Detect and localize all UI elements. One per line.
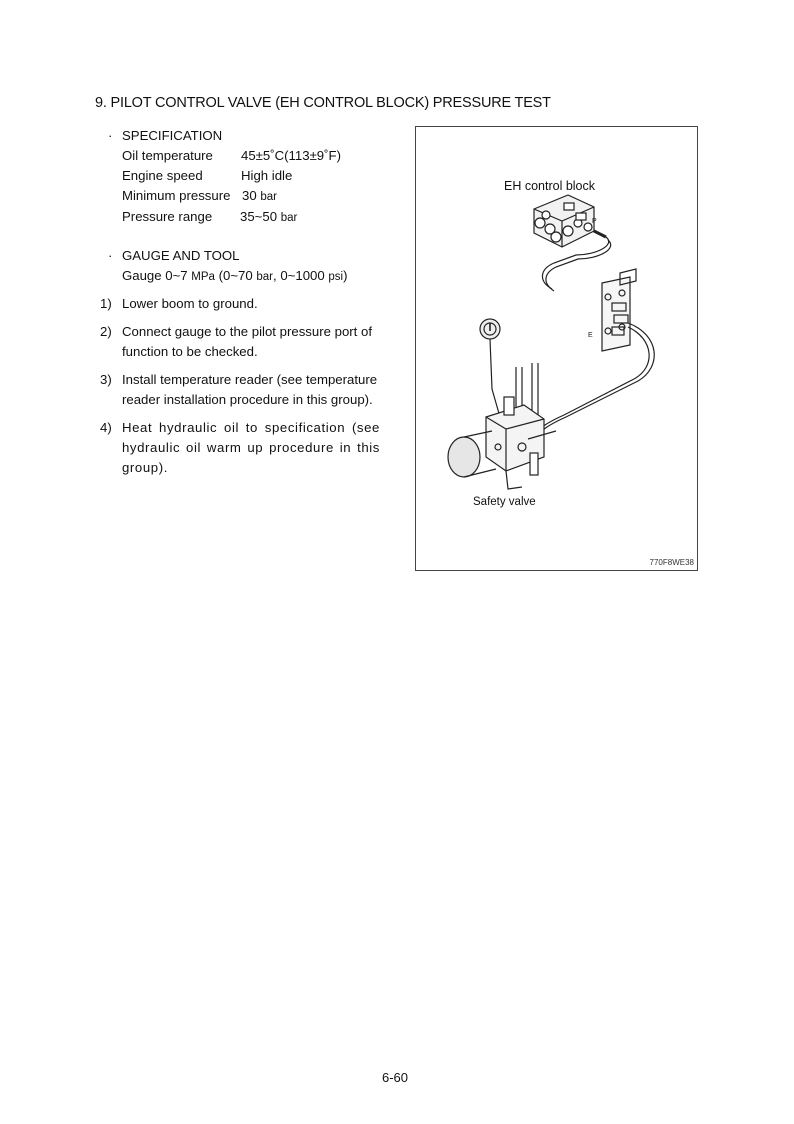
gauge-text: Gauge 0~7 — [122, 268, 192, 283]
safety-valve-assembly — [448, 397, 556, 489]
gauge-text: ) — [343, 268, 348, 283]
gauge-text: (0~70 — [214, 268, 257, 283]
spec-row-minimum-pressure — [108, 186, 341, 207]
step-number: 1) — [100, 296, 112, 311]
spec-label: Pressure range — [122, 209, 213, 224]
hydraulic-diagram — [416, 127, 699, 572]
section-title: 9. PILOT CONTROL VALVE (EH CONTROL BLOCK) PRESSURE TEST — [95, 95, 551, 111]
bullet-icon: · — [108, 248, 113, 263]
spec-value: High idle — [241, 168, 293, 183]
eh-control-block-drawing — [534, 195, 594, 247]
gauge-heading — [108, 246, 348, 266]
gauge-unit-psi: psi — [328, 271, 344, 283]
step-text: Heat hydraulic oil to specification (see hydraulic oil warm up procedure in this group). — [122, 420, 380, 475]
figure-panel — [415, 126, 698, 571]
spec-row-oil-temperature — [108, 146, 341, 166]
port-p-label: P — [592, 218, 597, 225]
gauge-heading-text: GAUGE AND TOOL — [122, 248, 240, 263]
spec-value: 45±5˚C(113±9˚F) — [241, 148, 341, 163]
step-1 — [100, 294, 380, 314]
specification-heading-text: SPECIFICATION — [122, 128, 223, 143]
step-text: Connect gauge to the pilot pressure port of function to be checked. — [122, 324, 372, 359]
specification-heading — [108, 126, 341, 146]
spec-value: 35~50 — [240, 209, 278, 224]
spec-label: Engine speed — [122, 168, 203, 183]
gauge-unit-bar: bar — [256, 271, 274, 283]
bullet-icon: · — [108, 128, 113, 143]
gauge-description — [108, 266, 348, 287]
step-number: 3) — [100, 372, 112, 387]
step-4 — [100, 418, 380, 478]
port-e-label: E — [588, 332, 593, 339]
figure-code: 770F8WE38 — [649, 558, 694, 567]
gauge-section — [108, 246, 348, 287]
spec-unit: bar — [260, 191, 277, 203]
step-text: Lower boom to ground. — [122, 296, 258, 311]
spec-label: Minimum pressure — [122, 188, 231, 203]
safety-valve-label: Safety valve — [473, 496, 536, 508]
gauge-text: , 0~1000 — [273, 268, 329, 283]
step-2 — [100, 322, 380, 362]
pressure-gauge-drawing — [480, 319, 500, 417]
spec-row-pressure-range — [108, 207, 341, 228]
spec-row-engine-speed — [108, 166, 341, 186]
specification-section — [108, 126, 341, 228]
step-text: Install temperature reader (see temperature reader installation procedure in this group). — [122, 372, 378, 407]
eh-control-block-label: EH control block — [504, 179, 596, 193]
spec-unit: bar — [280, 212, 298, 224]
step-number: 2) — [100, 324, 112, 339]
step-3 — [100, 370, 380, 410]
step-number: 4) — [100, 420, 112, 435]
gauge-unit-mpa: MPa — [191, 271, 215, 283]
spec-value: 30 — [242, 188, 257, 203]
spec-label: Oil temperature — [122, 148, 213, 163]
page-number: 6-60 — [382, 1070, 409, 1085]
mounting-bracket — [602, 269, 636, 351]
